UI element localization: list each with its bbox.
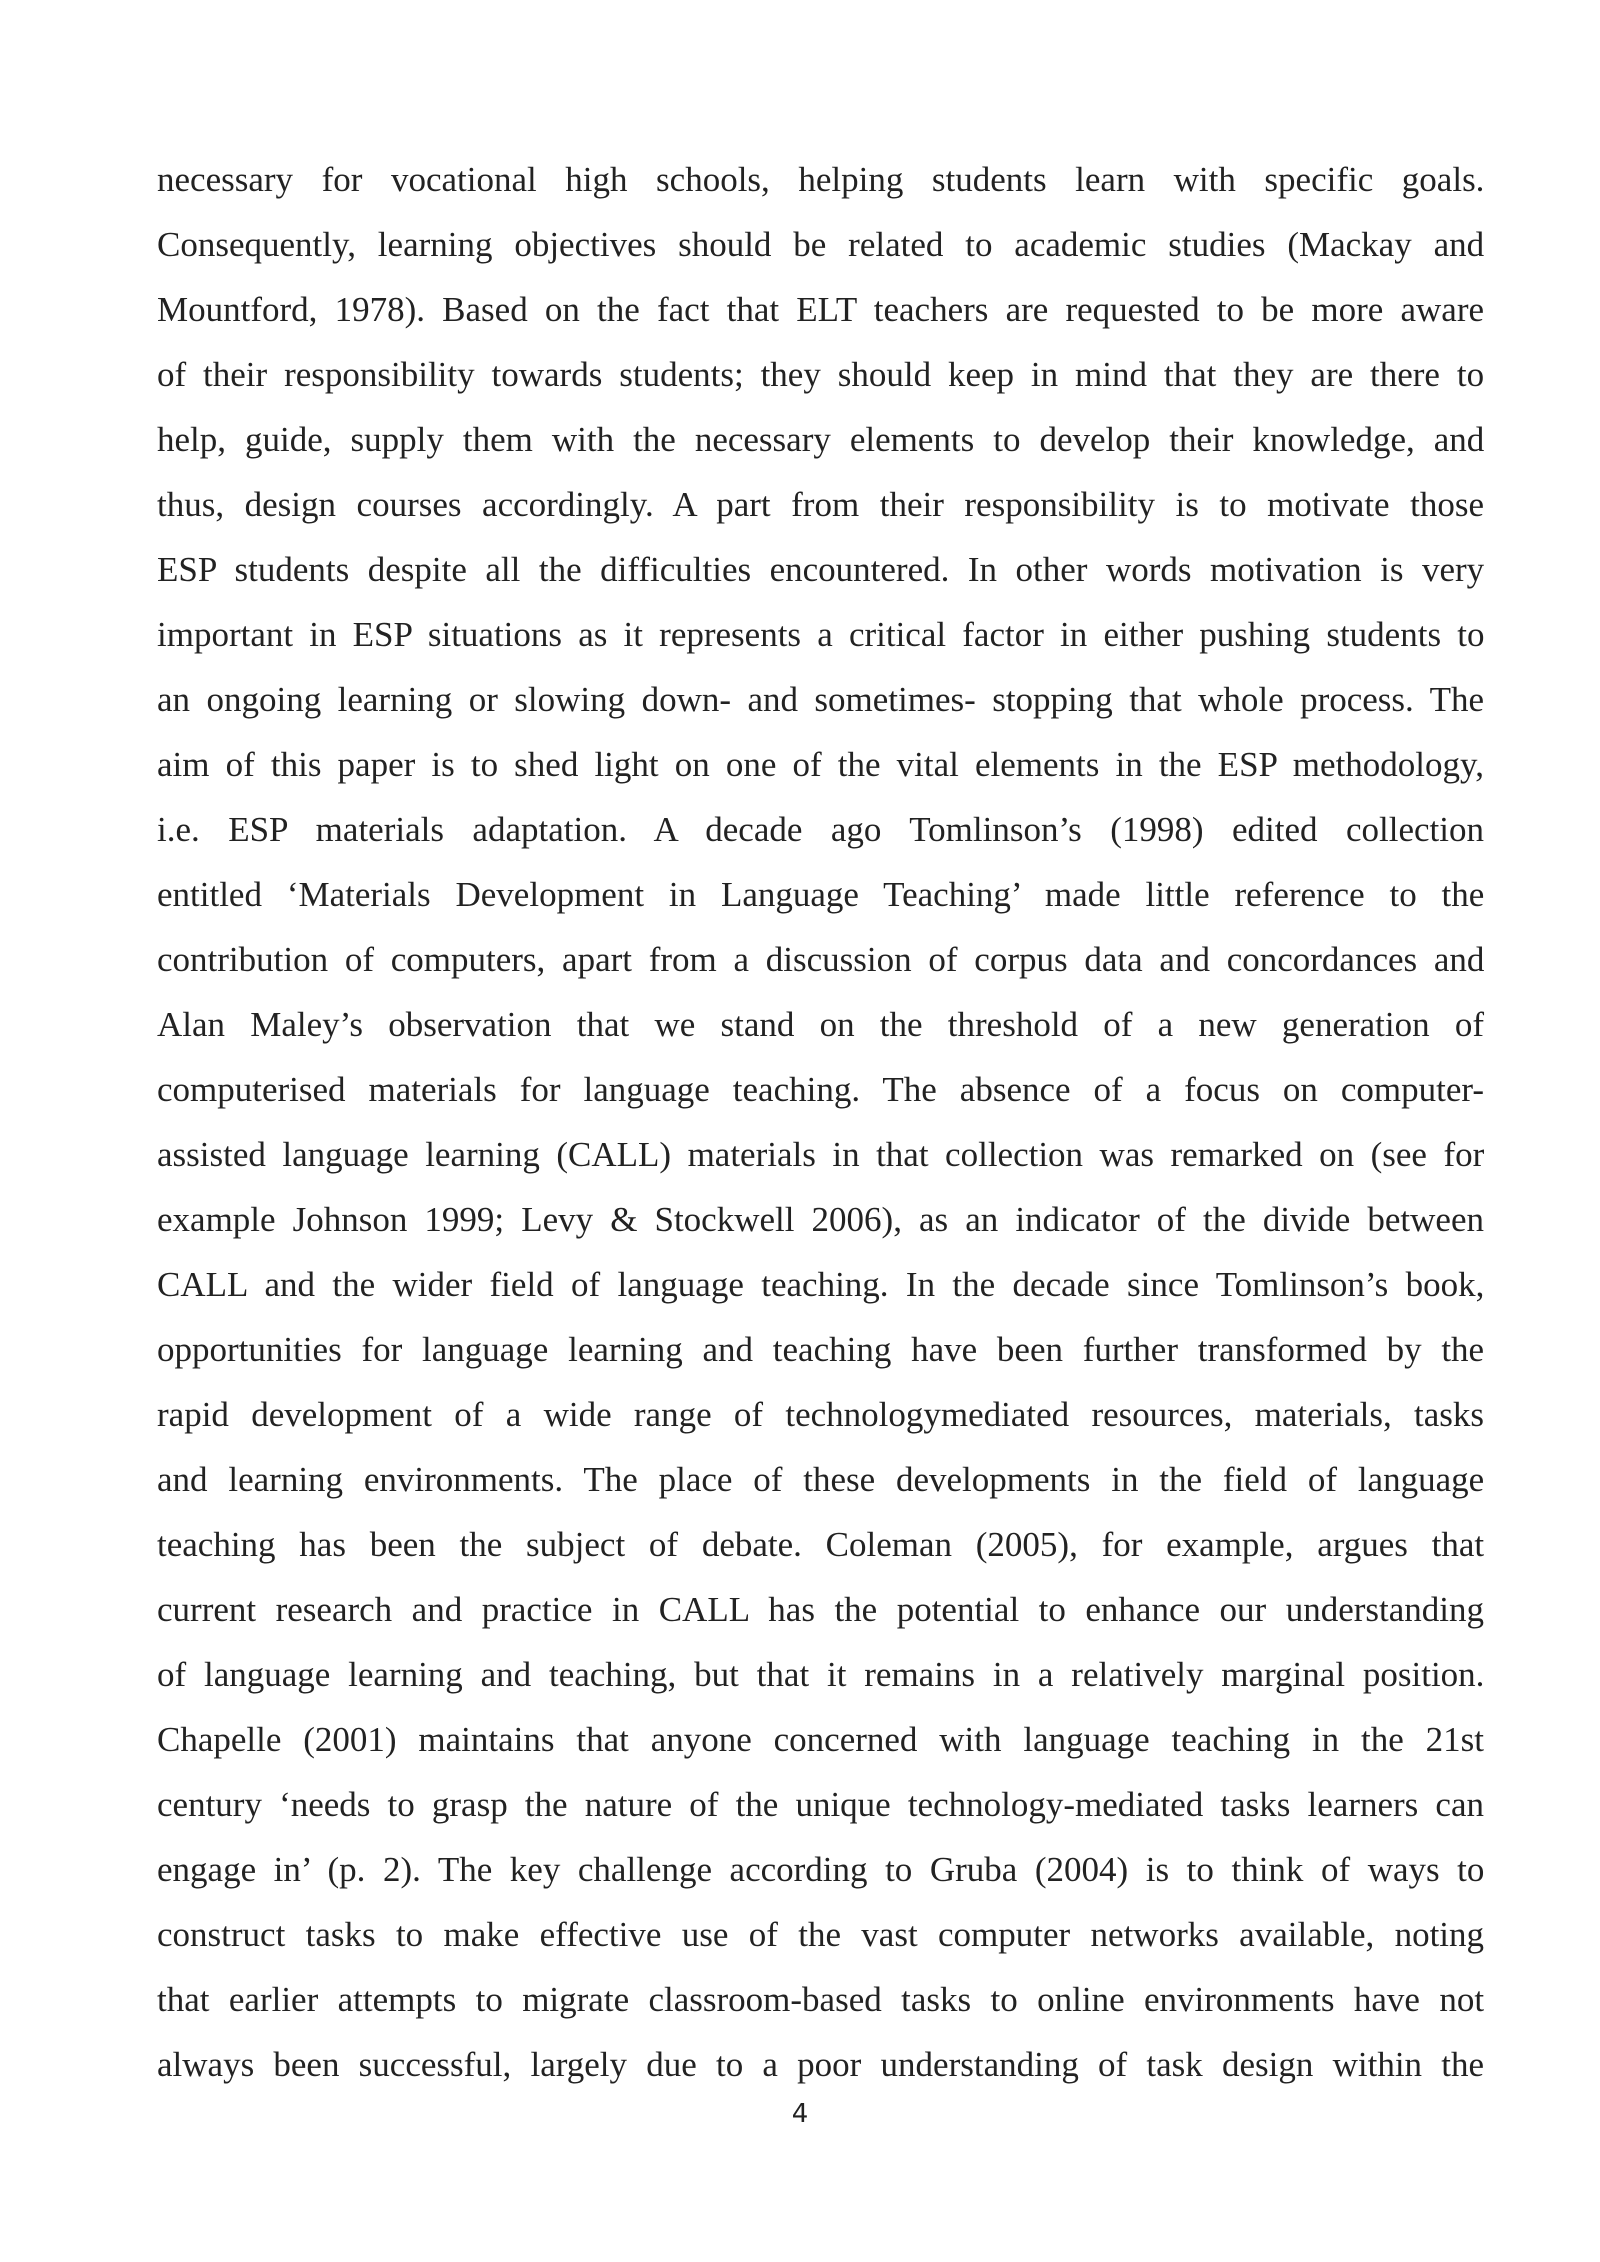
text-line: always been successful, largely due to a poor understanding of task design within the [157,2045,1485,2084]
text-line: century ‘needs to grasp the nature of the unique technology-mediated tasks learners can [157,1785,1484,1824]
text-line: teaching has been the subject of debate. Coleman (2005), for example, argues that [157,1525,1485,1564]
text-line: contribution of computers, apart from a discussion of corpus data and concordances and [157,940,1485,979]
text-line: aim of this paper is to shed light on one of the vital elements in the ESP methodology, [157,745,1484,784]
text-line: Mountford, 1978). Based on the fact that ELT teachers are requested to be more aware [157,290,1485,329]
page-number: 4 [791,2099,809,2129]
text-line: help, guide, supply them with the necessary elements to develop their knowledge, and [157,420,1485,459]
text-line: computerised materials for language teaching. The absence of a focus on computer- [157,1070,1484,1109]
text-line: entitled ‘Materials Development in Language Teaching’ made little reference to the [157,875,1485,914]
text-line: necessary for vocational high schools, helping students learn with specific goals. [157,160,1485,199]
text-line: CALL and the wider field of language teaching. In the decade since Tomlinson’s book, [157,1265,1485,1304]
text-line: thus, design courses accordingly. A part from their responsibility is to motivate those [157,485,1484,524]
text-line: of their responsibility towards students; they should keep in mind that they are there to [157,355,1485,394]
text-line: engage in’ (p. 2). The key challenge according to Gruba (2004) is to think of ways to [157,1850,1485,1889]
text-line: of language learning and teaching, but that it remains in a relatively marginal position. [157,1655,1485,1694]
text-line: assisted language learning (CALL) materials in that collection was remarked on (see for [157,1135,1485,1174]
text-line: construct tasks to make effective use of the vast computer networks available, noting [157,1915,1485,1954]
text-line: i.e. ESP materials adaptation. A decade ago Tomlinson’s (1998) edited collection [157,810,1484,849]
text-line: and learning environments. The place of these developments in the field of language [157,1460,1485,1499]
text-line: current research and practice in CALL has the potential to enhance our understanding [157,1590,1484,1629]
body-paragraph [157,147,1484,2097]
text-line: rapid development of a wide range of technologymediated resources, materials, tasks [157,1395,1484,1434]
text-line: opportunities for language learning and teaching have been further transformed by the [157,1330,1485,1369]
text-line: example Johnson 1999; Levy & Stockwell 2006), as an indicator of the divide between [157,1200,1484,1239]
text-line: an ongoing learning or slowing down- and sometimes- stopping that whole process. The [157,680,1484,719]
text-line: Chapelle (2001) maintains that anyone concerned with language teaching in the 21st [157,1720,1484,1759]
text-line: that earlier attempts to migrate classroom-based tasks to online environments have not [157,1980,1485,2019]
text-line: Consequently, learning objectives should be related to academic studies (Mackay and [157,225,1485,264]
text-line: Alan Maley’s observation that we stand on the threshold of a new generation of [157,1005,1484,1044]
text-line: important in ESP situations as it represents a critical factor in either pushing students to [157,615,1485,654]
text-line: ESP students despite all the difficulties encountered. In other words motivation is very [157,550,1485,589]
